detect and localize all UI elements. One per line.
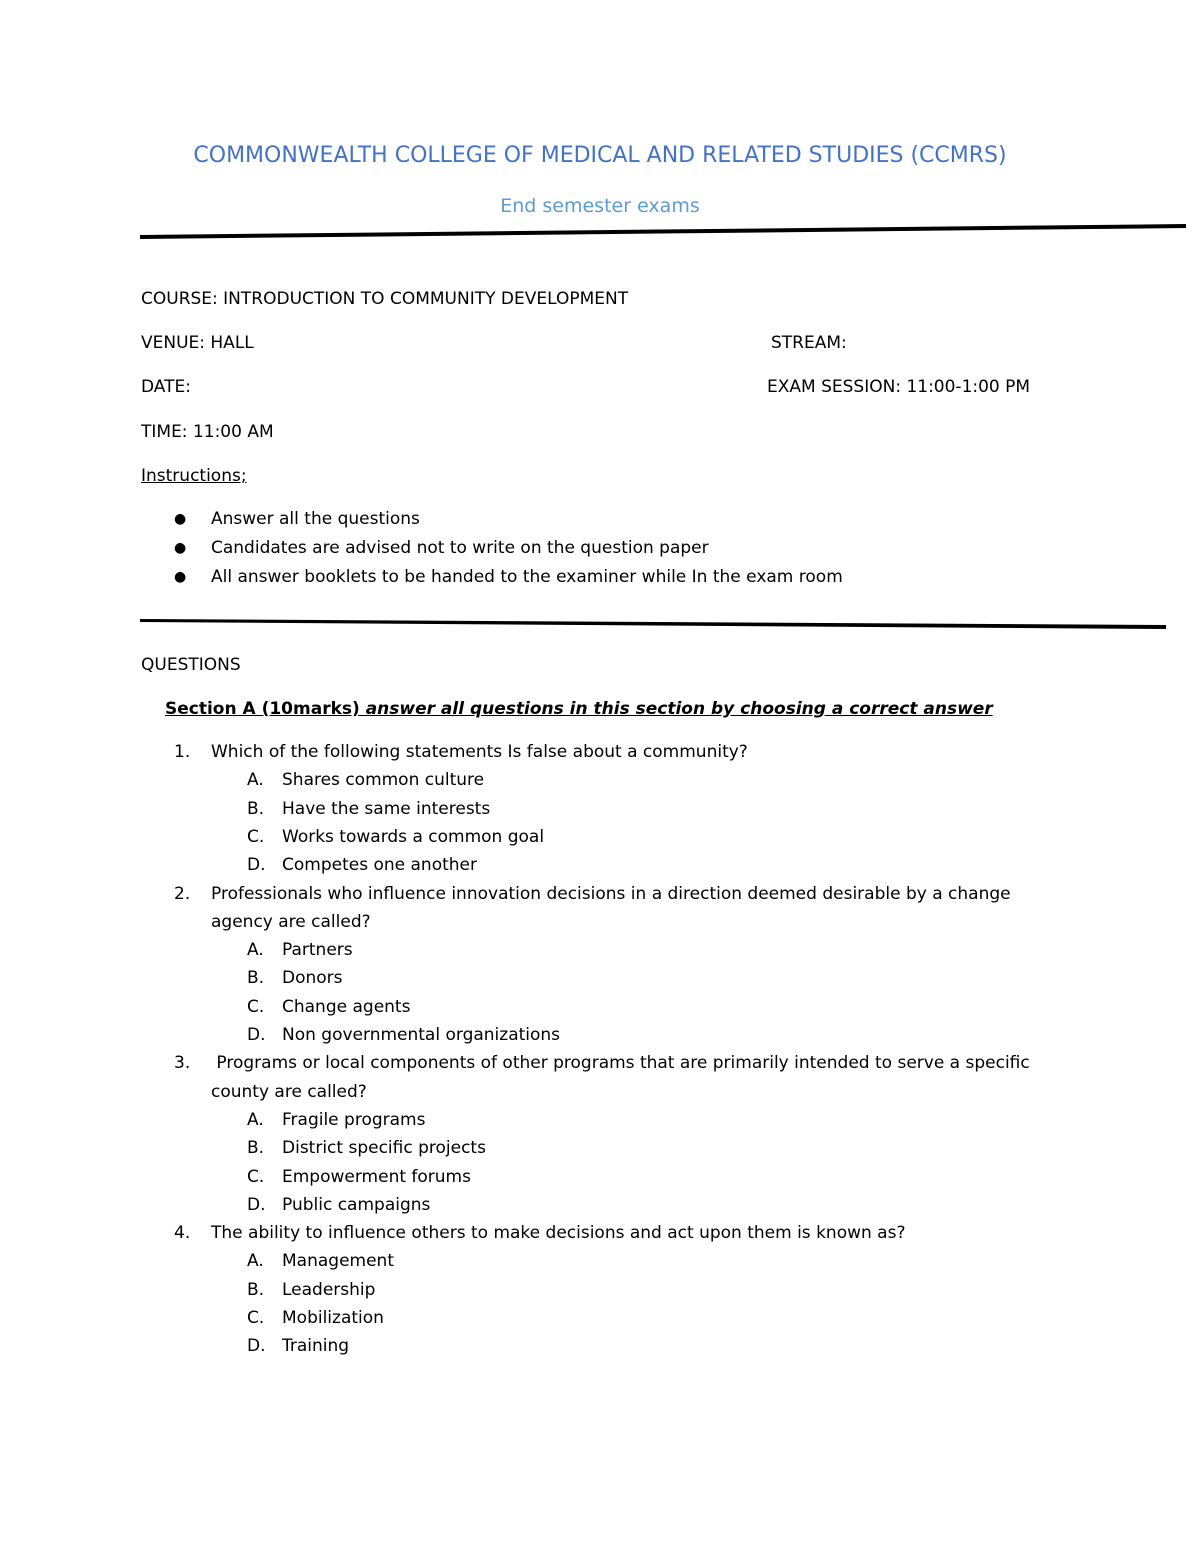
venue-line: VENUE: HALL <box>141 333 254 353</box>
option-text: Partners <box>282 940 353 961</box>
option-letter: B. <box>247 1279 265 1300</box>
instruction-text: All answer booklets to be handed to the examiner while In the exam room <box>211 567 843 587</box>
top-rule <box>140 224 1186 239</box>
bullet-icon: ● <box>174 569 187 585</box>
date-line: DATE: <box>141 377 191 397</box>
option-text: Non governmental organizations <box>282 1025 561 1045</box>
option-text: Training <box>282 1336 350 1357</box>
option-text: Mobilization <box>282 1308 384 1328</box>
section-a-label: Section A (10marks) <box>165 699 360 719</box>
instructions-heading: Instructions; <box>141 466 247 486</box>
option-text: Change agents <box>282 996 411 1017</box>
option-letter: B. <box>247 1138 265 1159</box>
middle-rule <box>140 619 1166 629</box>
option-letter: C. <box>247 996 265 1017</box>
exam-session-line: EXAM SESSION: 11:00-1:00 PM <box>767 377 1031 397</box>
option-text: Empowerment forums <box>282 1166 471 1187</box>
question-text: Which of the following statements Is false about a community? <box>211 742 748 762</box>
instruction-text: Candidates are advised not to write on the question paper <box>211 538 709 558</box>
option-text: Fragile programs <box>282 1109 426 1130</box>
option-text: Donors <box>282 968 343 989</box>
bullet-icon: ● <box>174 540 187 556</box>
question-text: county are called? <box>211 1081 367 1102</box>
option-text: Public campaigns <box>282 1194 431 1215</box>
option-text: District specific projects <box>282 1138 486 1159</box>
option-letter: D. <box>247 1194 266 1215</box>
option-letter: B. <box>247 968 265 989</box>
option-text: Leadership <box>282 1279 376 1300</box>
instruction-text: Answer all the questions <box>211 509 420 529</box>
question-text: Professionals who influence innovation decisions in a direction deemed desirable by a change <box>211 883 1011 904</box>
question-number: 3. <box>174 1053 191 1074</box>
question-number: 2. <box>174 883 191 904</box>
question-text: The ability to influence others to make decisions and act upon them is known as? <box>211 1223 906 1244</box>
option-text: Shares common culture <box>282 770 485 791</box>
option-letter: C. <box>247 1166 265 1187</box>
option-letter: A. <box>247 1251 264 1272</box>
question-text: Programs or local components of other programs that are primarily intended to serve a specific <box>211 1053 1030 1074</box>
option-letter: D. <box>247 1336 266 1357</box>
college-title: COMMONWEALTH COLLEGE OF MEDICAL AND RELATED STUDIES (CCMRS) <box>193 143 1007 168</box>
option-text: Works towards a common goal <box>282 826 545 847</box>
course-line: COURSE: INTRODUCTION TO COMMUNITY DEVELOPMENT <box>141 289 629 309</box>
option-text: Management <box>282 1251 394 1272</box>
option-letter: A. <box>247 770 264 791</box>
question-number: 1. <box>174 742 191 762</box>
option-letter: A. <box>247 1109 264 1130</box>
section-a-heading <box>165 698 993 720</box>
time-line: TIME: 11:00 AM <box>141 422 274 442</box>
option-letter: D. <box>247 1025 266 1045</box>
option-text: Competes one another <box>282 855 477 876</box>
option-letter: D. <box>247 855 266 876</box>
question-text: agency are called? <box>211 911 371 932</box>
section-a-instruction: answer all questions in this section by choosing a correct answer <box>359 699 993 719</box>
option-letter: A. <box>247 940 264 961</box>
questions-heading: QUESTIONS <box>141 655 241 675</box>
bullet-icon: ● <box>174 511 187 527</box>
question-number: 4. <box>174 1223 191 1244</box>
exam-subtitle: End semester exams <box>500 195 700 217</box>
option-text: Have the same interests <box>282 798 491 819</box>
option-letter: C. <box>247 826 265 847</box>
stream-line: STREAM: <box>771 333 847 353</box>
option-letter: C. <box>247 1308 265 1328</box>
option-letter: B. <box>247 798 265 819</box>
